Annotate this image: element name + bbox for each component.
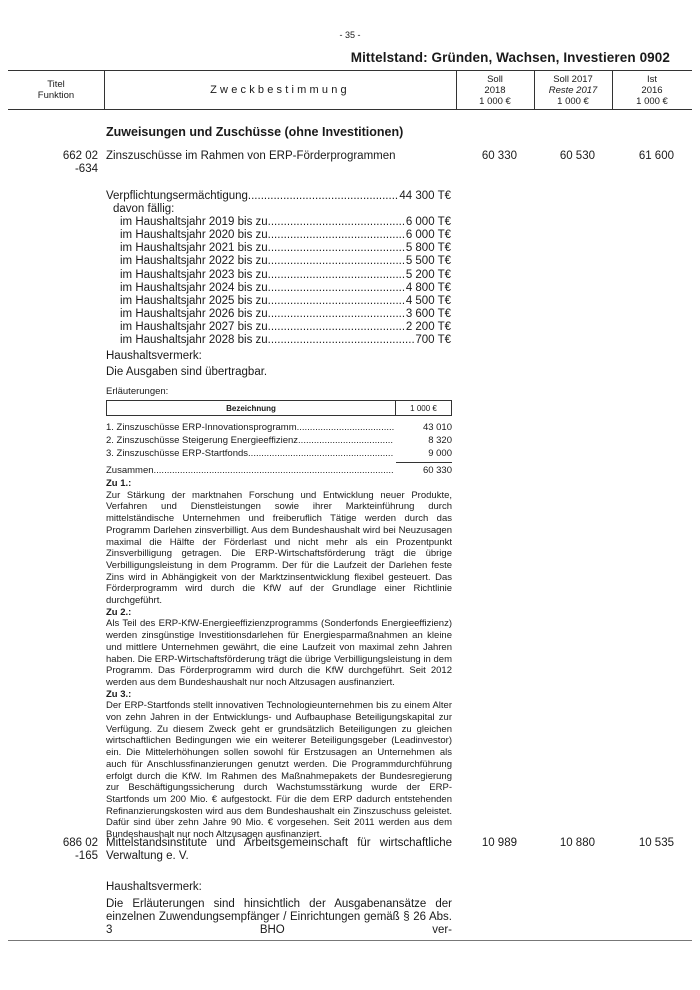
note-text: Zur Stärkung der marktnahen Forschung und Entwicklung neuer Produkte, Verfahren und Dienstleistungen sowie ihrer Markteinführung durch mittelständische Unternehmen und freiberuflich Tätige werden durch das Programm Darlehen zinsverbilligt. Aus dem Bundeshaushalt wird bei Neuzusagen maximal die Hälfte der Förderlast und nicht mehr als ein Prozentpunkt Zinsverbilligung getragen. Die ERP-Wirtschaftsförderung trägt die übrige Verbilligungsleistung in dem Programm. Der für die Laufzeit der Darlehen feste Zins wird in Abhängigkeit von der Marktzinsentwicklung flexibel gesteuert. Das Förderprogramm wird durch die KfW auf der Grundlage einer Richtlinie durchgeführt. xyxy=(106,489,452,607)
column-header xyxy=(8,70,692,110)
sum-rule xyxy=(396,462,452,463)
notes xyxy=(106,478,452,841)
vermerk2-text: Die Erläuterungen sind hinsichtlich der Ausgabenansätze der einzelnen Zuwendungsempfänger / Einrichtungen gemäß § 26 Abs. 3 BHO ver- xyxy=(106,898,452,936)
vpe-row: im Haushaltsjahr 2028 bis zu ..... 700 T€ xyxy=(120,334,451,347)
entry2-soll-2017: 10 880 xyxy=(559,837,595,849)
note-heading: Zu 3.: xyxy=(106,688,132,700)
vpe-row: im Haushaltsjahr 2019 bis zu ..... 6 000 T€ xyxy=(120,216,451,229)
vpe-rows xyxy=(106,216,451,347)
vpe-row: im Haushaltsjahr 2022 bis zu ..... 5 500 T€ xyxy=(120,255,451,268)
header-funktion: Funktion xyxy=(37,90,75,101)
vpe-row: im Haushaltsjahr 2021 bis zu ..... 5 800 T€ xyxy=(120,242,451,255)
vpe-row: im Haushaltsjahr 2026 bis zu ..... 3 600 T€ xyxy=(120,308,451,321)
entry1-ist-2016: 61 600 xyxy=(638,150,674,162)
entry2-ist-2016: 10 535 xyxy=(638,837,674,849)
sum-label: Zusammen xyxy=(106,465,154,476)
header-ist-2016-l2: 2016 xyxy=(641,84,663,96)
vpe-row: im Haushaltsjahr 2020 bis zu ..... 6 000 T€ xyxy=(120,229,451,242)
erl-table-header xyxy=(106,400,452,416)
vermerk1-title: Haushaltsvermerk: xyxy=(106,350,202,362)
vermerk1-text: Die Ausgaben sind übertragbar. xyxy=(106,366,268,378)
erlaeuterungen-table xyxy=(106,400,452,477)
header-titel-cell xyxy=(8,71,104,109)
table-row: 3. Zinszuschüsse ERP-Startfonds ..... 9 000 xyxy=(106,447,452,460)
erl-col-bezeichnung: Bezeichnung xyxy=(107,401,396,415)
bottom-rule xyxy=(8,940,692,941)
table-sum-row xyxy=(106,464,452,477)
entry2-titel-a: 686 02 xyxy=(62,837,98,849)
header-ist-2016-l3: 1 000 € xyxy=(636,95,668,107)
entry1-titel-a: 662 02 xyxy=(62,150,98,162)
header-soll-2017-l2: Reste 2017 xyxy=(548,84,598,96)
vpe-row: im Haushaltsjahr 2024 bis zu ..... 4 800 T€ xyxy=(120,282,451,295)
vpe-row: im Haushaltsjahr 2025 bis zu ..... 4 500 T€ xyxy=(120,295,451,308)
entry1-text: Zinszuschüsse im Rahmen von ERP-Förderprogrammen xyxy=(106,150,396,162)
header-soll-2018-l3: 1 000 € xyxy=(479,95,511,107)
table-row: 1. Zinszuschüsse ERP-Innovationsprogramm ..... 43 010 xyxy=(106,421,452,434)
verpflichtungsermaechtigung xyxy=(106,190,451,347)
header-soll-2018 xyxy=(456,71,534,109)
entry2-titel-b: -165 xyxy=(74,850,98,862)
header-soll-2018-l1: Soll xyxy=(487,73,503,85)
entry2-text: Mittelstandsinstitute und Arbeitsgemeinschaft für wirtschaftliche Verwaltung e. V. xyxy=(106,837,452,862)
header-zweckbestimmung xyxy=(104,71,456,109)
header-titel: Titel xyxy=(47,79,65,90)
section-heading: Zuweisungen und Zuschüsse (ohne Investitionen) xyxy=(106,125,404,139)
header-soll-2018-l2: 2018 xyxy=(484,84,506,96)
header-ist-2016-l1: Ist xyxy=(646,73,658,85)
vpe-total-row xyxy=(106,190,451,203)
sum-value: 60 330 xyxy=(422,465,452,476)
note-heading: Zu 2.: xyxy=(106,606,132,618)
header-soll-2017 xyxy=(534,71,612,109)
vpe-faellig: davon fällig: xyxy=(113,203,175,216)
entry1-titel-number xyxy=(8,150,98,176)
erlaeuterungen-label: Erläuterungen: xyxy=(106,386,169,397)
vpe-amount: 44 300 T€ xyxy=(399,190,451,202)
vpe-row: im Haushaltsjahr 2027 bis zu ..... 2 200 T€ xyxy=(120,321,451,334)
header-ist-2016 xyxy=(612,71,692,109)
header-zweck-text: Zweckbestimmung xyxy=(210,83,350,96)
erl-col-unit: 1 000 € xyxy=(410,403,437,413)
entry1-titel-b: -634 xyxy=(74,163,98,175)
header-soll-2017-l3: 1 000 € xyxy=(557,95,589,107)
note-heading: Zu 1.: xyxy=(106,478,132,489)
page-number: - 35 - xyxy=(339,30,361,40)
entry1-soll-2017: 60 530 xyxy=(559,150,595,162)
entry2-soll-2018: 10 989 xyxy=(481,837,517,849)
note-text: Als Teil des ERP-KfW-Energieeffizienzprogramms (Sonderfonds Energieeffizienz) werden zinsgünstige Investitionsdarlehen für Energiesparmaßnahmen an kleine und mittlere Unternehmen gewährt, die eine Laufzeit von maximal zehn Jahren haben. Die ERP-Wirtschaftsförderung trägt die übrige Verbilligungsleistung in dem Programm. Das Förderprogramm wird durch die KfW durchgeführt. Seit 2012 werden aus dem Bundeshaushalt nur noch Altzusagen ausfinanziert. xyxy=(106,618,452,688)
table-row: 2. Zinszuschüsse Steigerung Energieeffizienz ..... 8 320 xyxy=(106,434,452,447)
vpe-label: Verpflichtungsermächtigung xyxy=(106,190,248,202)
vermerk2-title: Haushaltsvermerk: xyxy=(106,881,202,893)
vpe-row: im Haushaltsjahr 2023 bis zu ..... 5 200 T€ xyxy=(120,269,451,282)
entry2-titel-number xyxy=(8,837,98,863)
note-text: Der ERP-Startfonds stellt innovativen Technologieunternehmen bis zu einem Alter von zehn Jahren in der Entwicklungs- und Aufbauphase Beteiligungskapital zur Verfügung. Zu diesem Zweck geht er grundsätzlich Beteiligungen zu gleichen wirtschaftlichen Bedingungen wie ein weiterer Beteiligungsgeber (Leadinvestor) ein. Die Mittelerhöhungen sollen sowohl für Erstzusagen an Unternehmen als auch für Anschlussfinanzierungen genutzt werden. Die Programmdurchführung erfolgt durch die KfW. Im Rahmen des Maßnahmepakets der Bundesregierung zur Beschäftigungssicherung durch Wachstumsstärkung wurde der ERP-Startfonds um 200 Mio. € aufgestockt. Für die dem ERP dadurch entstehenden Refinanzierungskosten wird aus dem Bundeshaushalt ein Zinszuschuss geleistet. Dafür sind über zehn Jahre 90 Mio. € vorgesehen. Seit 2011 werden aus dem Bundeshaushalt nur noch Altzusagen ausfinanziert. xyxy=(106,700,452,841)
entry1-soll-2018: 60 330 xyxy=(481,150,517,162)
running-head: Mittelstand: Gründen, Wachsen, Investieren 0902 xyxy=(350,50,670,65)
header-soll-2017-l1: Soll 2017 xyxy=(553,73,593,85)
